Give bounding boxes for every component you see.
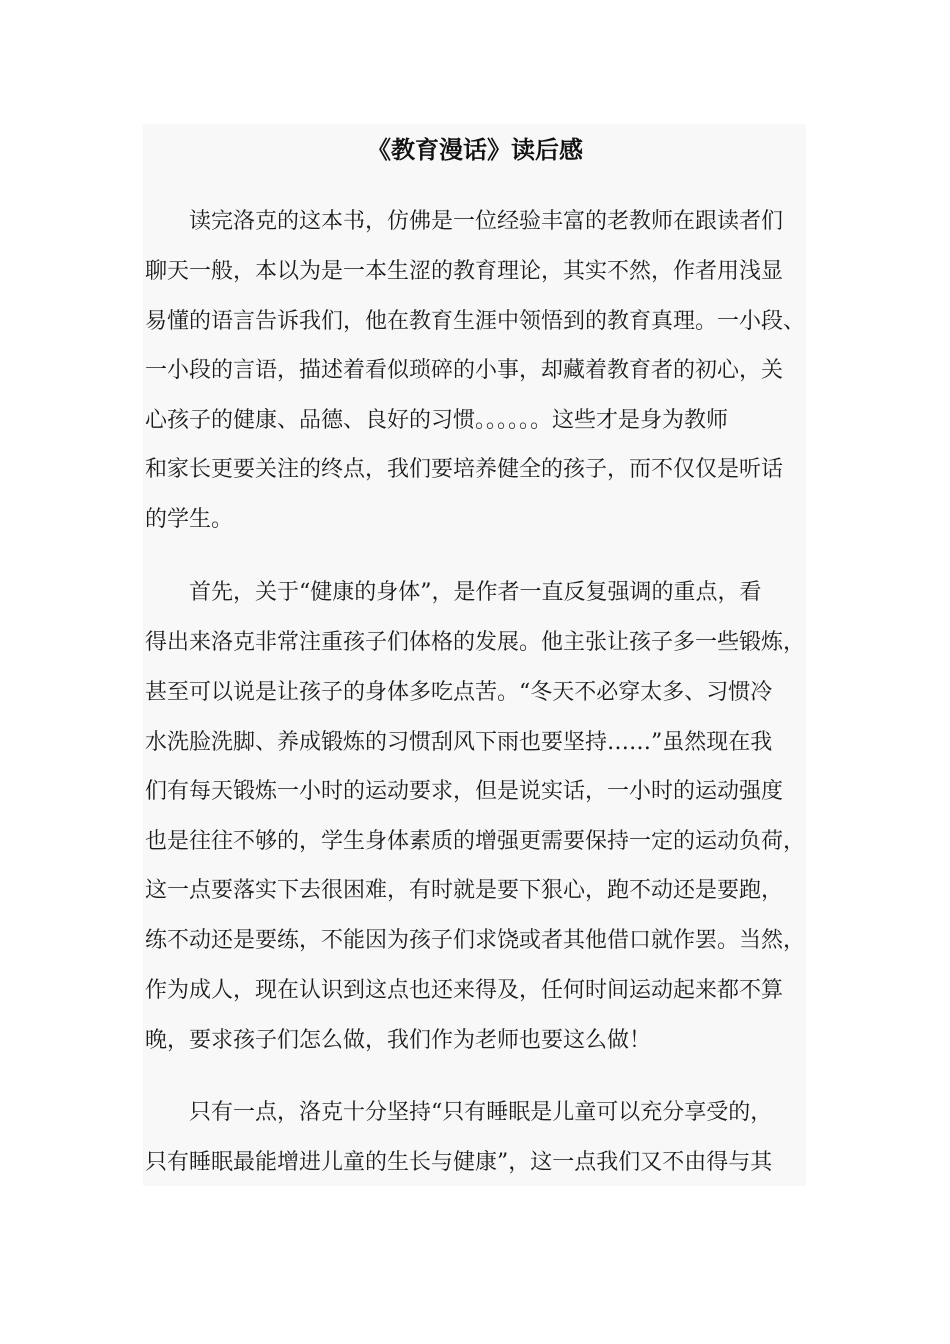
paragraph-2-line-6: 也是往往不够的，学生身体素质的增强更需要保持一定的运动负荷， [145,829,806,854]
paragraph-2-line-4: 水洗脸洗脚、养成锻炼的习惯刮风下雨也要坚持……”虽然现在我 [145,730,773,755]
paragraph-3-line-2: 只有睡眠最能增进儿童的生长与健康”，这一点我们又不由得与其 [145,1150,773,1175]
paragraph-1-line-6: 和家长更要关注的终点，我们要培养健全的孩子，而不仅仅是听话 [145,457,784,482]
paragraph-2-line-5: 们有每天锻炼一小时的运动要求，但是说实话，一小时的运动强度 [145,779,784,804]
paragraph-2-line-10: 晚，要求孩子们怎么做，我们作为老师也要这么做！ [145,1028,652,1053]
paragraph-2-line-3: 甚至可以说是让孩子的身体多吃点苦。“冬天不必穿太多、习惯冷 [145,680,773,705]
paragraph-2-line-1: 首先，关于“健康的身体”，是作者一直反复强调的重点，看 [189,580,762,605]
paragraph-1-line-1: 读完洛克的这本书，仿佛是一位经验丰富的老教师在跟读者们 [189,209,784,234]
document-title: 《教育漫话》读后感 [367,136,583,164]
paragraph-1-line-4: 一小段的言语，描述着看似琐碎的小事，却藏着教育者的初心，关 [145,358,784,383]
paragraph-1-line-7: 的学生。 [145,507,234,532]
paragraph-1-line-5: 心孩子的健康、品德、良好的习惯。。。。。。这些才是身为教师 [145,408,729,433]
paragraph-2-line-8: 练不动还是要练，不能因为孩子们求饶或者其他借口就作罢。当然， [145,928,806,953]
paragraph-1-line-2: 聊天一般，本以为是一本生涩的教育理论，其实不然，作者用浅显 [145,259,784,284]
paragraph-3-line-1: 只有一点，洛克十分坚持“只有睡眠是儿童可以充分享受的， [189,1100,773,1125]
paragraph-1-line-3: 易懂的语言告诉我们，他在教育生涯中领悟到的教育真理。一小段、 [145,309,806,334]
paragraph-2-line-2: 得出来洛克非常注重孩子们体格的发展。他主张让孩子多一些锻炼， [145,630,806,655]
paragraph-2-line-9: 作为成人，现在认识到这点也还来得及，任何时间运动起来都不算 [145,978,784,1003]
paragraph-2-line-7: 这一点要落实下去很困难，有时就是要下狠心，跑不动还是要跑， [145,878,784,903]
